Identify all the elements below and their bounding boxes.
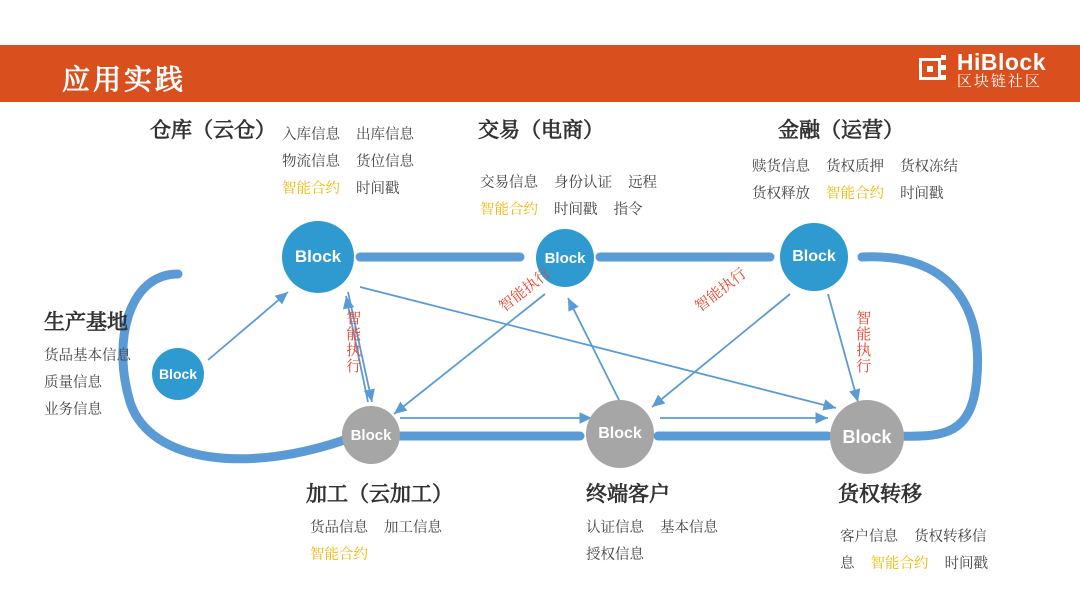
blockchain-flow-diagram [0,102,1080,608]
detail-token: 息 [840,555,855,572]
group-title: 生产基地 [44,311,128,334]
node-label: Block [294,247,342,266]
group-finance [778,114,904,151]
detail-token: 时间戳 [554,201,598,218]
node-finance[interactable] [780,223,848,291]
brand-subtitle: 区块链社区 [956,73,1042,91]
detail-token: 质量信息 [44,374,102,391]
detail-token: 出库信息 [356,127,415,143]
node-processing[interactable] [342,406,400,464]
group-lines [752,154,958,208]
detail-token: 入库信息 [282,127,340,143]
detail-token: 赎货信息 [752,159,810,175]
arrow-label-smart-exec-1 [344,310,361,374]
group-title: 交易（电商） [478,119,604,142]
group-trade-details [480,170,657,224]
detail-token: 货权转移信 [914,529,987,545]
node-label: Block [158,366,198,382]
detail-token: 货位信息 [356,153,415,170]
group-lines [282,122,414,202]
group-title: 金融（运营） [778,119,904,142]
detail-token: 客户信息 [840,529,898,545]
detail-token: 物流信息 [282,153,340,170]
group-warehouse [150,114,276,151]
group-warehouse-details [282,122,414,202]
arrow-label-text: 智能执行 [496,265,554,316]
arrow-label-text: 智能执行 [344,310,362,374]
arrow-label-smart-exec-4 [854,310,871,374]
detail-token-smart-contract: 智能合约 [826,185,885,202]
node-label: Block [842,426,892,447]
group-title: 货权转移 [838,483,922,506]
group-production [44,306,131,423]
group-lines [840,524,988,578]
group-title: 仓库（云仓） [150,119,276,142]
node-label: Block [598,425,642,442]
brand-name: HiBlock [956,49,1046,75]
detail-token: 认证信息 [586,520,644,536]
detail-token: 时间戳 [356,180,400,197]
hiblock-cube-icon [919,55,949,85]
detail-token: 货品基本信息 [44,348,131,364]
detail-token: 货权质押 [826,159,885,175]
group-lines [480,170,657,224]
group-customer [586,478,718,569]
group-processing [306,478,453,569]
node-transfer[interactable] [830,400,904,474]
group-transfer [838,478,922,515]
group-title: 终端客户 [586,483,670,506]
node-warehouse[interactable] [282,221,354,293]
brand-logo-text [957,50,1046,90]
arrow-label-text: 智能执行 [692,265,750,316]
brand-logo [919,50,1046,90]
detail-token: 授权信息 [586,546,644,563]
node-label: Block [792,248,836,265]
group-lines [44,343,131,423]
detail-token-smart-contract: 智能合约 [480,201,538,218]
node-production[interactable] [152,348,204,400]
group-lines [586,515,718,569]
group-finance-details [752,154,958,208]
node-label: Block [350,426,392,444]
detail-token: 远程 [628,175,658,191]
detail-token: 交易信息 [480,175,538,191]
group-transfer-details [840,524,988,578]
detail-token: 身份认证 [554,175,613,191]
node-customer[interactable] [586,400,654,468]
detail-token-smart-contract: 智能合约 [870,555,929,572]
arrow-label-text: 智能执行 [854,310,872,374]
detail-token: 业务信息 [44,401,102,418]
node-label: Block [544,249,586,267]
detail-token: 加工信息 [384,520,443,536]
detail-token: 时间戳 [900,185,944,202]
detail-token: 指令 [613,201,643,218]
group-trade [478,114,604,151]
detail-token-smart-contract: 智能合约 [282,180,340,197]
detail-token-smart-contract: 智能合约 [310,546,368,563]
group-title: 加工（云加工） [306,483,453,506]
detail-token: 货权冻结 [900,159,959,175]
detail-token: 货权释放 [752,185,810,202]
group-lines [310,515,453,569]
detail-token: 时间戳 [944,555,989,572]
detail-token: 货品信息 [310,520,368,536]
page-title: 应用实践 [62,64,187,95]
detail-token: 基本信息 [660,520,719,536]
